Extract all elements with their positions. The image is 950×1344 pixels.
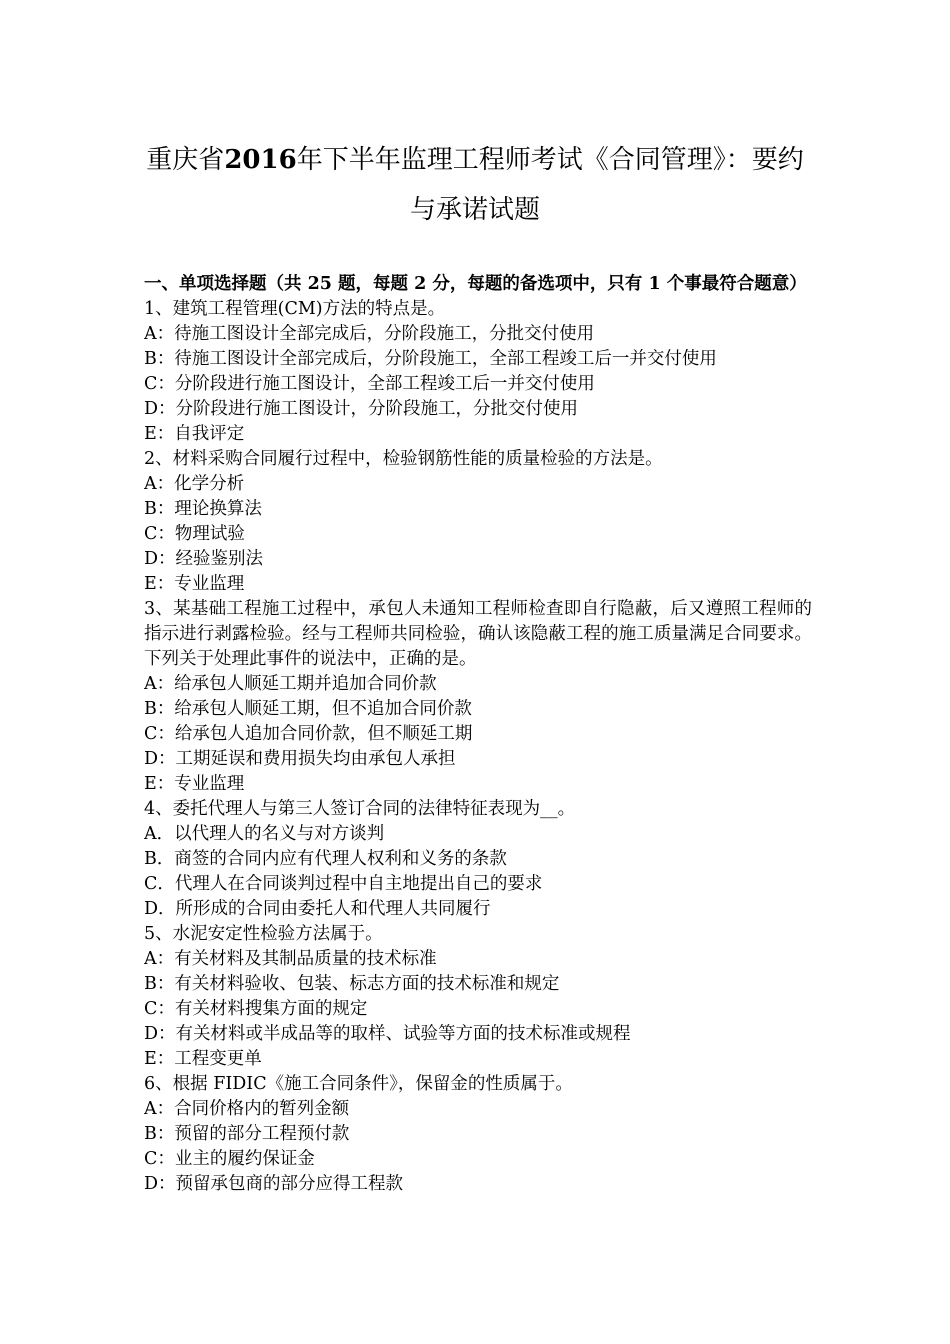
question-1: [144, 297, 812, 447]
question-5: [144, 922, 812, 1072]
title-line-2: 与承诺试题: [409, 195, 540, 225]
option-c: C：给承包人追加合同价款，但不顺延工期: [144, 724, 473, 744]
section-heading: 一、单项选择题（共 25 题，每题 2 分，每题的备选项中，只有 1 个事最符合题意）: [144, 274, 807, 294]
question-stem: 2、材料采购合同履行过程中，检验钢筋性能的质量检验的方法是。: [144, 449, 663, 469]
option-a: A：给承包人顺延工期并追加合同价款: [144, 674, 437, 694]
option-b: B．商签的合同内应有代理人权利和义务的条款: [144, 849, 507, 869]
option-a: A：有关材料及其制品质量的技术标准: [144, 949, 437, 969]
option-c: C：物理试验: [144, 524, 245, 544]
option-e: E：专业监理: [144, 774, 245, 794]
question-3: [144, 597, 812, 797]
option-c: C：业主的履约保证金: [144, 1149, 315, 1169]
exam-content: [144, 272, 812, 1197]
option-d: D：工期延误和费用损失均由承包人承担: [144, 749, 456, 769]
question-stem: 6、根据 FIDIC《施工合同条件》，保留金的性质属于。: [144, 1074, 573, 1094]
question-6: [144, 1072, 812, 1197]
option-a: A：合同价格内的暂列金额: [144, 1099, 350, 1119]
option-e: E：专业监理: [144, 574, 245, 594]
option-a: A：化学分析: [144, 474, 245, 494]
option-b: B：预留的部分工程预付款: [144, 1124, 350, 1144]
title-line-1: [120, 136, 830, 184]
option-b: B：有关材料验收、包装、标志方面的技术标准和规定: [144, 974, 560, 994]
option-b: B：理论换算法: [144, 499, 262, 519]
option-d: D：预留承包商的部分应得工程款: [144, 1174, 404, 1194]
option-d: D．所形成的合同由委托人和代理人共同履行: [144, 899, 491, 919]
option-b: B：待施工图设计全部完成后，分阶段施工，全部工程竣工后一并交付使用: [144, 349, 717, 369]
title-prefix: 重庆省: [146, 145, 225, 175]
question-stem: 3、某基础工程施工过程中，承包人未通知工程师检查即自行隐蔽，后又遵照工程师的指示进行剥露检验。经与工程师共同检验，确认该隐蔽工程的施工质量满足合同要求。下列关于处理此事件的说法中，正确的是。: [144, 599, 812, 669]
option-c: C：有关材料搜集方面的规定: [144, 999, 368, 1019]
option-c: C：分阶段进行施工图设计，全部工程竣工后一并交付使用: [144, 374, 595, 394]
option-a: A：待施工图设计全部完成后，分阶段施工，分批交付使用: [144, 324, 595, 344]
option-e: E：自我评定: [144, 424, 245, 444]
option-d: D：经验鉴别法: [144, 549, 264, 569]
option-d: D：分阶段进行施工图设计，分阶段施工，分批交付使用: [144, 399, 579, 419]
question-stem: 1、建筑工程管理(CM)方法的特点是。: [144, 299, 446, 319]
option-e: E：工程变更单: [144, 1049, 262, 1069]
title-year: 2016: [224, 145, 297, 175]
option-a: A．以代理人的名义与对方谈判: [144, 824, 385, 844]
title-suffix: 年下半年监理工程师考试《合同管理》：要约: [296, 145, 804, 175]
question-stem: 5、水泥安定性检验方法属于。: [144, 924, 383, 944]
option-c: C．代理人在合同谈判过程中自主地提出自己的要求: [144, 874, 543, 894]
question-4: [144, 797, 812, 922]
question-2: [144, 447, 812, 597]
option-d: D：有关材料或半成品等的取样、试验等方面的技术标准或规程: [144, 1024, 631, 1044]
question-stem: 4、委托代理人与第三人签订合同的法律特征表现为__。: [144, 799, 576, 819]
option-b: B：给承包人顺延工期，但不追加合同价款: [144, 699, 472, 719]
